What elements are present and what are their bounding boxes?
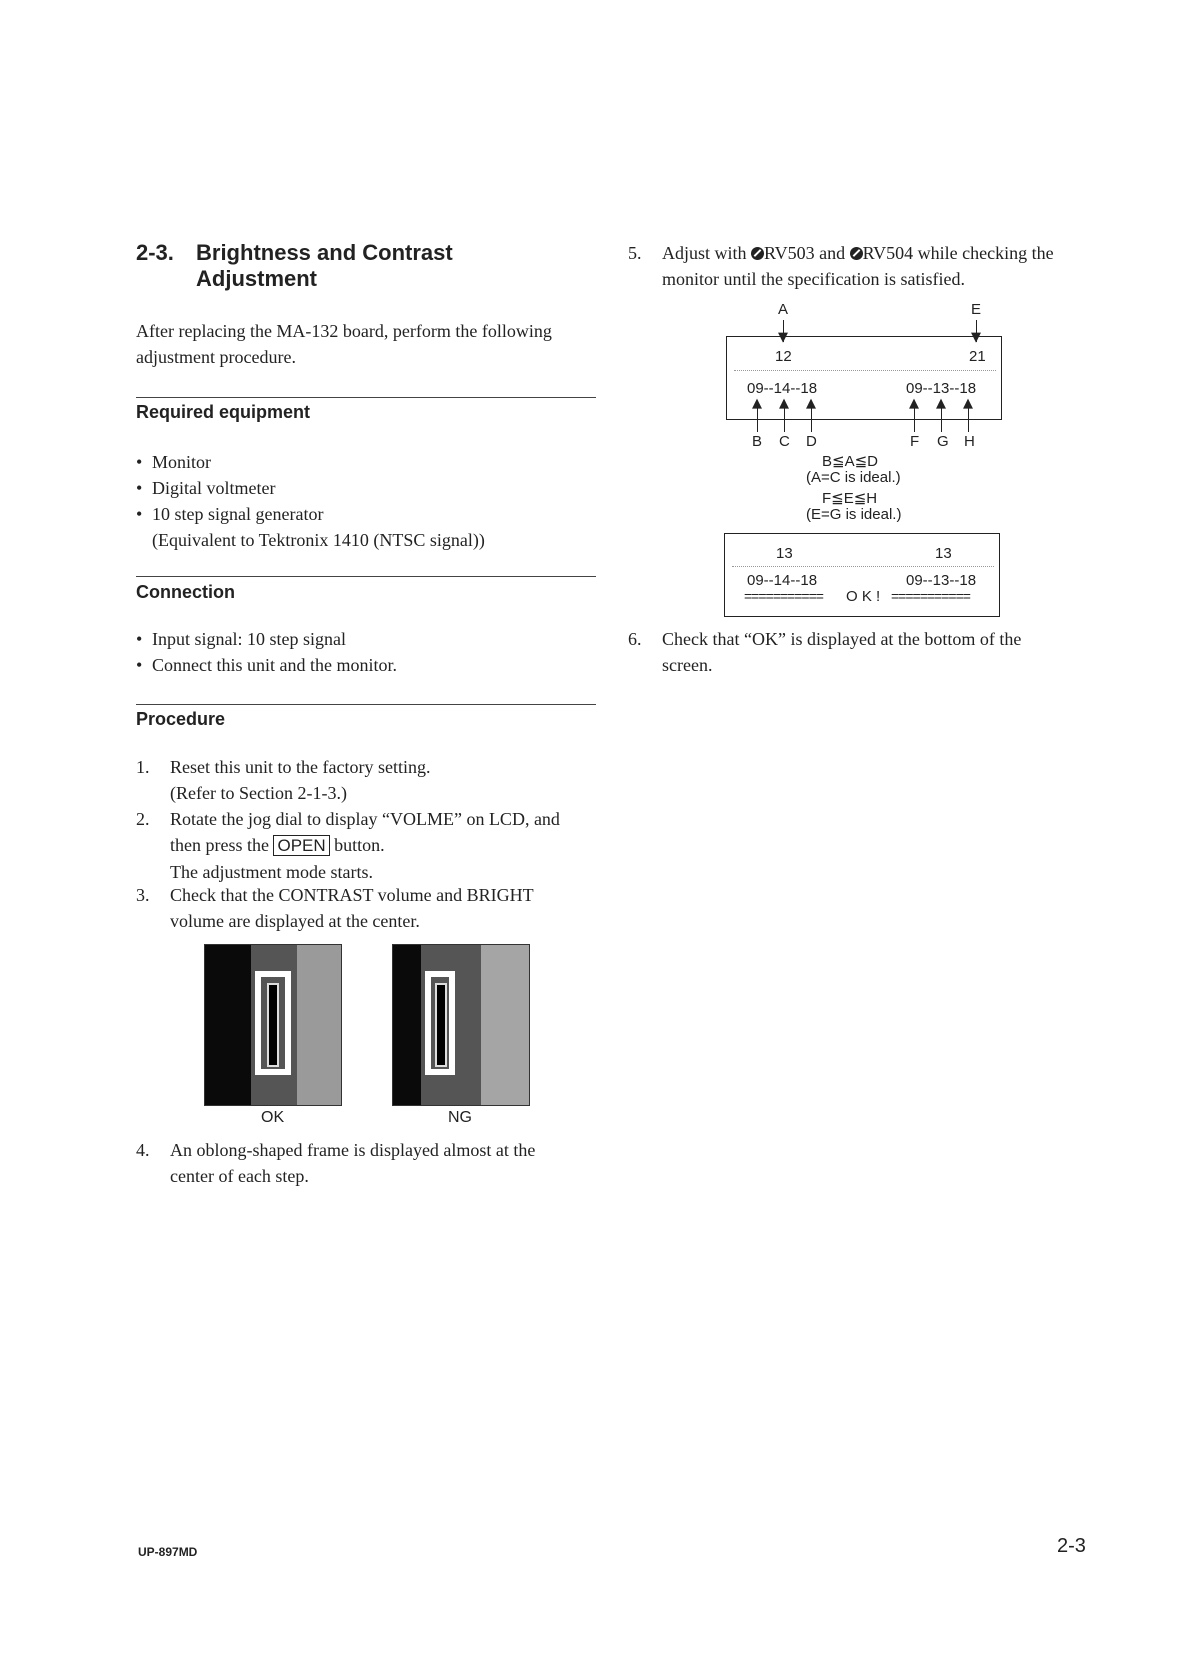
label-b: B [752,433,763,450]
footer-page-number: 2-3 [1057,1535,1086,1557]
step-text-post: button. [334,835,385,855]
step-text: (Refer to Section 2-1-3.) [170,783,347,803]
step-6 [628,626,1098,678]
arrow-down-icon: ▼ [971,330,981,345]
step-text-post: while checking the [917,243,1054,263]
list-item: • Monitor [136,449,596,475]
lcd-code-right: 09--13--18 [906,380,977,397]
arrow-up-icon: ▲ [779,396,789,411]
equipment-list [136,449,596,553]
lcd-value-left: 13 [776,545,793,562]
list-item: • Input signal: 10 step signal [136,626,596,652]
step-text-pre: Adjust with [662,243,747,263]
step-text-and: and [819,243,846,263]
lcd-code-right: 09--13--18 [906,572,977,589]
step-text: Reset this unit to the factory setting. [170,757,431,777]
divider [136,704,596,705]
list-item: • Digital voltmeter [136,475,596,501]
step-text: volume are displayed at the center. [170,911,420,931]
step-text: Check that the CONTRAST volume and BRIGHT [170,885,534,905]
step-number: 5. [628,243,642,263]
arrow-h [968,402,969,432]
lcd-value-left: 12 [775,348,792,365]
arrow-up-icon: ▲ [806,396,816,411]
step-number: 3. [136,885,150,905]
rv503-label: RV503 [764,243,815,263]
label-g: G [937,433,949,450]
procedure-heading: Procedure [136,709,226,729]
intro-paragraph: After replacing the MA-132 board, perform the following adjustment procedure. [136,321,552,367]
equipment-note-text: (Equivalent to Tektronix 1410 (NTSC signal)) [152,530,485,550]
arrow-g [941,402,942,432]
arrow-d [811,402,812,432]
ok-text: O K ! [846,588,881,605]
connection-heading: Connection [136,582,235,602]
section-number: 2-3. [136,240,174,265]
divider [734,370,996,371]
label-a: A [778,301,789,318]
step-number: 4. [136,1140,150,1160]
step-text: The adjustment mode starts. [170,862,373,882]
step-5 [628,240,1098,292]
condition-2-note: (E=G is ideal.) [806,506,902,523]
label-e: E [971,301,982,318]
step-3 [136,882,596,934]
lcd-value-right: 13 [935,545,952,562]
step-text-pre: then press the [170,835,269,855]
arrow-b [757,402,758,432]
condition-1-note: (A=C is ideal.) [806,469,901,486]
figure-ng-label: NG [448,1109,472,1126]
ok-line-right: =========== [891,588,970,604]
figure-ok [204,944,342,1106]
arrow-up-icon: ▲ [963,396,973,411]
step-number: 1. [136,757,150,777]
figure-ok-label: OK [261,1109,285,1126]
lcd-value-right: 21 [969,348,986,365]
equipment-heading: Required equipment [136,402,311,422]
list-item: • 10 step signal generator [136,501,596,527]
step-number: 6. [628,629,642,649]
section-title-line1: Brightness and Contrast [196,240,453,265]
adjust-marker-icon [850,247,863,260]
step-4 [136,1137,596,1189]
rv504-label: RV504 [862,243,914,263]
arrow-down-icon: ▼ [778,330,788,345]
label-f: F [910,433,920,450]
step-text [170,832,596,859]
step-number: 2. [136,809,150,829]
step-text: Check that “OK” is displayed at the bottom of the [662,629,1022,649]
divider [136,576,596,577]
list-item: • Connect this unit and the monitor. [136,652,596,678]
label-c: C [779,433,790,450]
arrow-up-icon: ▲ [936,396,946,411]
label-h: H [964,433,975,450]
equipment-note [136,527,596,553]
step-text: screen. [662,655,713,675]
arrow-up-icon: ▲ [752,396,762,411]
lcd-code-left: 09--14--18 [747,572,818,589]
section-title-line2: Adjustment [196,266,317,291]
figure-ng [392,944,530,1106]
condition-2: F≦E≦H [822,490,878,507]
arrow-up-icon: ▲ [909,396,919,411]
ok-line-left: =========== [744,588,823,604]
open-button-label: OPEN [273,835,329,856]
connection-list [136,626,596,678]
step-text: center of each step. [170,1166,309,1186]
divider [136,397,596,398]
step-text [662,240,1098,266]
condition-1: B≦A≦D [822,453,878,470]
step-1 [136,754,596,806]
arrow-f [914,402,915,432]
step-text: An oblong-shaped frame is displayed almost at the [170,1140,536,1160]
lcd-code-left: 09--14--18 [747,380,818,397]
divider [732,566,994,567]
lcd-box-1 [726,336,1002,420]
arrow-c [784,402,785,432]
step-2 [136,806,596,885]
footer-model: UP-897MD [138,1545,198,1559]
step-text: Rotate the jog dial to display “VOLME” on LCD, and [170,809,560,829]
label-d: D [806,433,817,450]
adjust-marker-icon [751,247,764,260]
step-text: monitor until the specification is satisfied. [662,269,965,289]
